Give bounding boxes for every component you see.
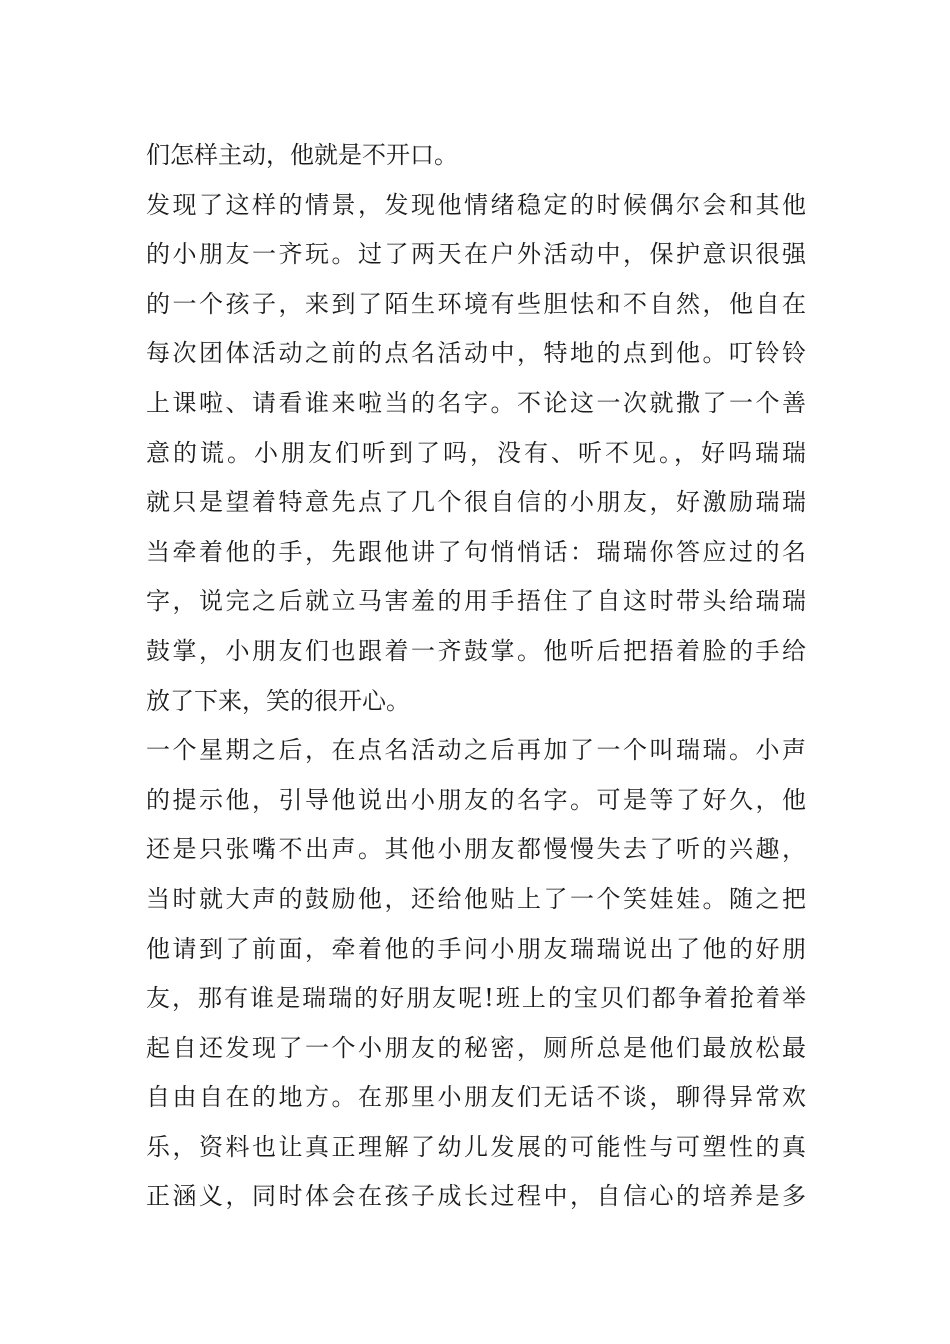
text-line: 上课啦、请看谁来啦当的名字。不论这一次就撒了一个善 <box>146 388 806 417</box>
text-line: 当时就大声的鼓励他，还给他贴上了一个笑娃娃。随之把 <box>146 884 806 913</box>
text-line: 就只是望着特意先点了几个很自信的小朋友，好激励瑞瑞 <box>146 488 806 517</box>
text-line: 起自还发现了一个小朋友的秘密，厕所总是他们最放松最 <box>146 1033 806 1062</box>
text-line: 发现了这样的情景，发现他情绪稳定的时候偶尔会和其他 <box>146 190 806 219</box>
text-line: 每次团体活动之前的点名活动中，特地的点到他。叮铃铃 <box>146 339 806 368</box>
text-line: 还是只张嘴不出声。其他小朋友都慢慢失去了听的兴趣， <box>146 835 806 864</box>
text-line: 他请到了前面，牵着他的手问小朋友瑞瑞说出了他的好朋 <box>146 934 806 963</box>
text-line: 乐，资料也让真正理解了幼儿发展的可能性与可塑性的真 <box>146 1132 806 1161</box>
document-body <box>146 131 806 1222</box>
text-line: 的小朋友一齐玩。过了两天在户外活动中，保护意识很强 <box>146 240 806 269</box>
text-line: 正涵义，同时体会在孩子成长过程中，自信心的培养是多 <box>146 1182 806 1211</box>
text-line: 的一个孩子，来到了陌生环境有些胆怯和不自然，他自在 <box>146 289 806 318</box>
text-line: 友，那有谁是瑞瑞的好朋友呢!班上的宝贝们都争着抢着举 <box>146 984 806 1013</box>
text-line: 字，说完之后就立马害羞的用手捂住了自这时带头给瑞瑞 <box>146 587 806 616</box>
text-line: 一个星期之后，在点名活动之后再加了一个叫瑞瑞。小声 <box>146 736 806 765</box>
text-line: 当牵着他的手，先跟他讲了句悄悄话：瑞瑞你答应过的名 <box>146 537 806 566</box>
text-line: 鼓掌，小朋友们也跟着一齐鼓掌。他听后把捂着脸的手给 <box>146 636 806 665</box>
text-line: 们怎样主动，他就是不开口。 <box>146 141 458 169</box>
text-line: 意的谎。小朋友们听到了吗，没有、听不见。，好吗瑞瑞 <box>146 438 806 467</box>
text-line: 放了下来，笑的很开心。 <box>146 686 410 715</box>
text-line: 的提示他，引导他说出小朋友的名字。可是等了好久，他 <box>146 785 806 814</box>
text-line: 自由自在的地方。在那里小朋友们无话不谈，聊得异常欢 <box>146 1083 806 1112</box>
